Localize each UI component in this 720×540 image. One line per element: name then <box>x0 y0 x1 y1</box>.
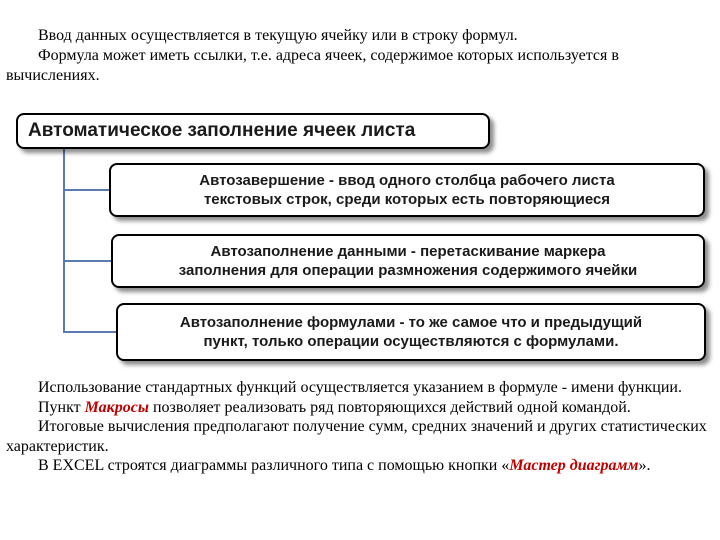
outro-p4 <box>6 456 710 476</box>
item-2-line-2: заполнения для операции размножения содержимого ячейки <box>178 262 638 279</box>
outro-p2-before: Пункт <box>38 398 85 416</box>
item-1-line-2: текстовых строк, среди которых есть повторяющиеся <box>203 191 611 208</box>
connector-vertical <box>63 149 65 332</box>
item-3-line-2: пункт, только операции осуществляются с формулами. <box>203 333 619 350</box>
chart-wizard-emphasis: Мастер диаграмм <box>509 457 639 474</box>
diagram-item-autocomplete <box>109 163 705 217</box>
outro-p2 <box>6 398 710 418</box>
outro-p4-before: В EXCEL строятся диаграммы различного типа с помощью кнопки « <box>38 457 510 474</box>
connector-branch-1 <box>63 189 110 191</box>
intro-line-1: Ввод данных осуществляется в текущую ячейку или в строку формул. <box>38 27 518 44</box>
diagram-item-autofill-formulas <box>116 303 706 361</box>
connector-branch-2 <box>63 260 112 262</box>
outro-p3-text: Итоговые вычисления предполагают получение сумм, средних значений и других статистических характеристик. <box>6 418 707 455</box>
intro-line-2: Формула может иметь ссылки, т.е. адреса ячеек, содержимое которых используется в вычислениях. <box>6 47 619 84</box>
item-1-line-1: Автозавершение - ввод одного столбца рабочего листа <box>199 172 615 189</box>
macros-emphasis: Макросы <box>84 398 149 416</box>
connector-branch-3 <box>63 331 117 333</box>
outro-paragraphs <box>6 378 710 476</box>
outro-p1-text: Использование стандартных функций осуществляется указанием в формуле - имени функции. <box>38 379 682 396</box>
diagram-title: Автоматическое заполнение ячеек листа <box>28 120 416 141</box>
diagram-title-box <box>16 113 490 149</box>
item-2-line-1: Автозаполнение данными - перетаскивание маркера <box>210 243 606 260</box>
item-3-line-1: Автозаполнение формулами - то же самое что и предыдущий <box>179 314 643 331</box>
outro-p4-after: ». <box>638 457 651 474</box>
outro-p2-after: позволяет реализовать ряд повторяющихся действий одной командой. <box>148 398 631 416</box>
diagram-item-autofill-data <box>111 234 705 288</box>
outro-p1 <box>6 378 710 398</box>
outro-p3 <box>6 417 710 456</box>
intro-paragraph <box>6 26 710 86</box>
